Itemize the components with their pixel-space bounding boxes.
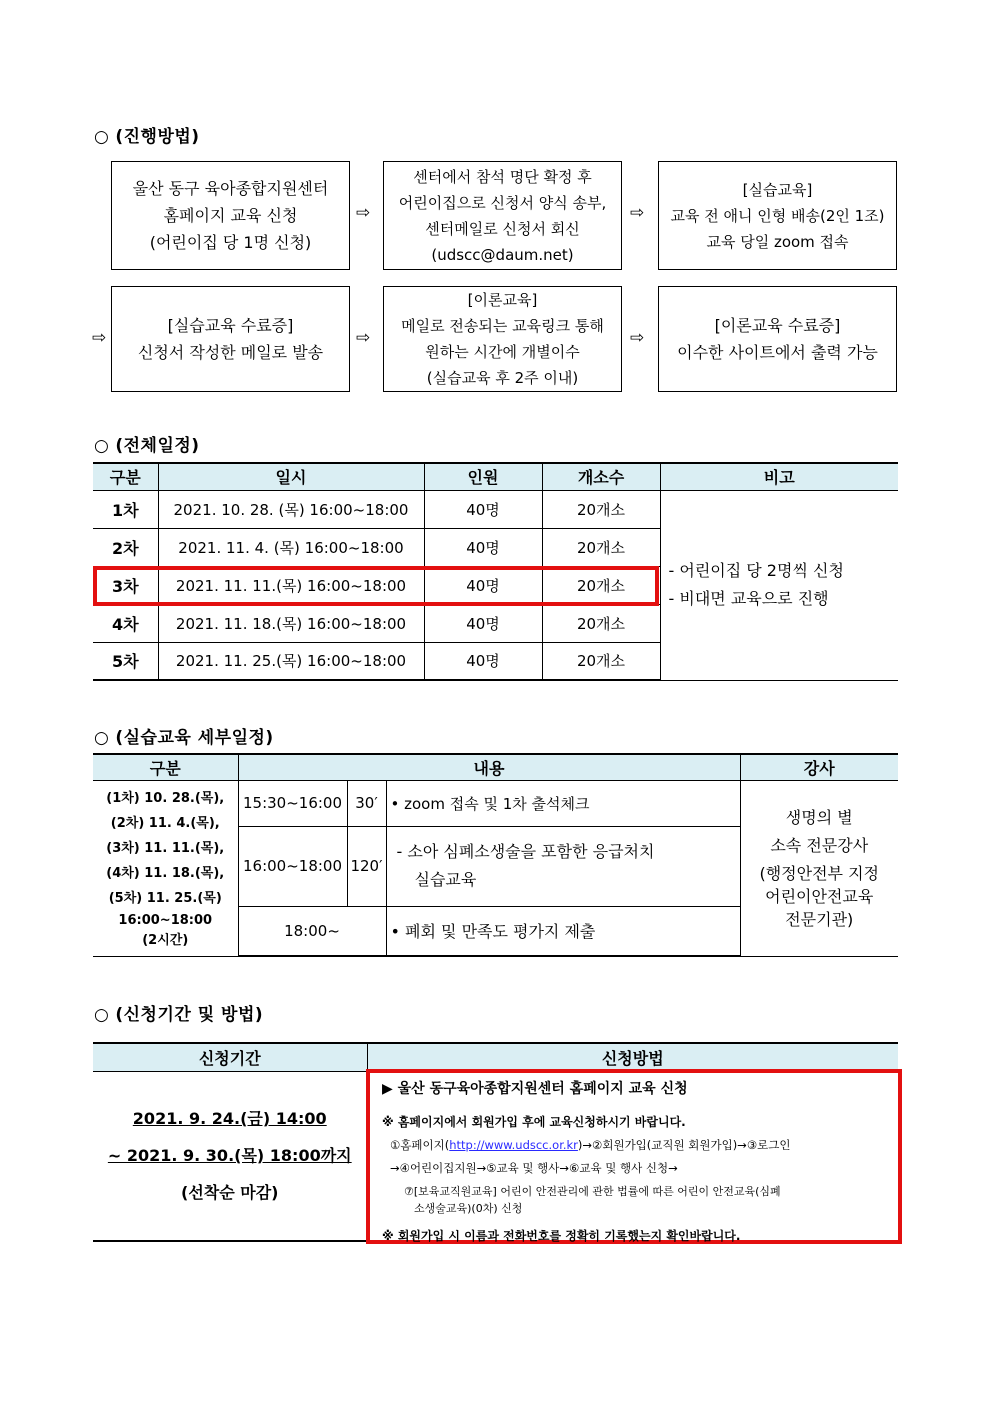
table-row: 4차 2021. 11. 18.(목) 16:00~18:00 40명 20개소 bbox=[93, 604, 898, 642]
instructor-info: 생명의 별 소속 전문강사 (행정안전부 지정 어린이안전교육 전문기관) bbox=[740, 780, 898, 956]
process-step-3: [실습교육] 교육 전 애니 인형 배송(2인 1조) 교육 당일 zoom 접속 bbox=[658, 161, 897, 270]
section-heading-method: ○ (진행방법) bbox=[94, 127, 200, 147]
table-header-row: 구분 내용 강사 bbox=[93, 754, 898, 780]
table-row: 16:00~18:00 120′ - 소아 심폐소생술을 포함한 응급처치 실습교육 bbox=[93, 826, 898, 906]
table-row: (1차) 10. 28.(목), (2차) 11. 4.(목), (3차) 11. 11.(목), (4차) 11. 18.(목), (5차) 11. 25.(목) 16:00~18:00 (2시간) 15:30~16:00 30′ • zoom 접속 및 1차 출석체크 생명의 별 소속 전문강사 (행정안전부 지정 어린이안전교육 전문기관) bbox=[93, 780, 898, 826]
process-step-4: [실습교육 수료증] 신청서 작성한 메일로 발송 bbox=[111, 286, 350, 392]
steps-line-4: 소생술교육)(0차) 신청 bbox=[414, 1202, 523, 1215]
table-row: 1차 2021. 10. 28. (목) 16:00~18:00 40명 20개소 - 어린이집 당 2명씩 신청 - 비대면 교육으로 진행 bbox=[93, 490, 898, 528]
table-row: 3차 2021. 11. 11.(목) 16:00~18:00 40명 20개소 bbox=[93, 566, 898, 604]
table-row: 2차 2021. 11. 4. (목) 16:00~18:00 40명 20개소 bbox=[93, 528, 898, 566]
practice-table bbox=[93, 753, 898, 957]
table-header-row: 구분 일시 인원 개소수 비고 bbox=[93, 463, 898, 490]
arrow-icon: ⇨ bbox=[356, 328, 371, 348]
table-header-row: 신청기간 신청방법 bbox=[93, 1043, 898, 1071]
steps-line-3: ⑦[보육교직원교육] 어린이 안전관리에 관한 법률에 따른 어린이 안전교육(심폐 bbox=[404, 1185, 781, 1198]
process-step-6: [이론교육 수료증] 이수한 사이트에서 출력 가능 bbox=[658, 286, 897, 392]
homepage-link[interactable]: http://www.udscc.or.kr bbox=[449, 1138, 578, 1152]
signup-note: ※ 홈페이지에서 회원가입 후에 교육신청하시기 바랍니다. bbox=[382, 1115, 686, 1129]
application-method-box bbox=[366, 1069, 902, 1244]
steps-line-2: →④어린이집지원→⑤교육 및 행사→⑥교육 및 행사 신청→ bbox=[390, 1161, 678, 1175]
table-row: 18:00~ • 폐회 및 만족도 평가지 제출 bbox=[93, 906, 898, 956]
table-row: 5차 2021. 11. 25.(목) 16:00~18:00 40명 20개소 bbox=[93, 642, 898, 680]
section-heading-practice: ○ (실습교육 세부일정) bbox=[94, 728, 274, 748]
steps-line-1: ①홈페이지(http://www.udscc.or.kr)→②회원가입(교직원 회원가입)→③로그인 bbox=[390, 1138, 791, 1152]
highlight-box-row-3 bbox=[93, 566, 659, 606]
schedule-notes: - 어린이집 당 2명씩 신청 - 비대면 교육으로 진행 bbox=[660, 490, 898, 680]
section-heading-schedule: ○ (전체일정) bbox=[94, 436, 200, 456]
application-period: 2021. 9. 24.(금) 14:00 ~ 2021. 9. 30.(목) 18:00까지 (선착순 마감) bbox=[93, 1071, 367, 1241]
process-step-2: 센터에서 참석 명단 확정 후 어린이집으로 신청서 양식 송부, 센터메일로 신청서 회신 (udscc@daum.net) bbox=[383, 161, 622, 270]
contact-note: ※ 회원가입 시 이름과 전화번호를 정확히 기록했는지 확인바랍니다. bbox=[382, 1229, 741, 1243]
arrow-icon: ⇨ bbox=[630, 328, 645, 348]
process-step-1: 울산 동구 육아종합지원센터 홈페이지 교육 신청 (어린이집 당 1명 신청) bbox=[111, 161, 350, 270]
process-step-5: [이론교육] 메일로 전송되는 교육링크 통해 원하는 시간에 개별이수 (실습교육 후 2주 이내) bbox=[383, 286, 622, 392]
practice-dates: (1차) 10. 28.(목), (2차) 11. 4.(목), (3차) 11. 11.(목), (4차) 11. 18.(목), (5차) 11. 25.(목) 16:00~18:00 (2시간) bbox=[93, 780, 238, 956]
arrow-icon: ⇨ bbox=[356, 203, 371, 223]
method-title: ▶ 울산 동구육아종합지원센터 홈페이지 교육 신청 bbox=[382, 1081, 688, 1097]
arrow-icon: ⇨ bbox=[92, 328, 107, 348]
arrow-icon: ⇨ bbox=[630, 203, 645, 223]
section-heading-application: ○ (신청기간 및 방법) bbox=[94, 1005, 264, 1025]
